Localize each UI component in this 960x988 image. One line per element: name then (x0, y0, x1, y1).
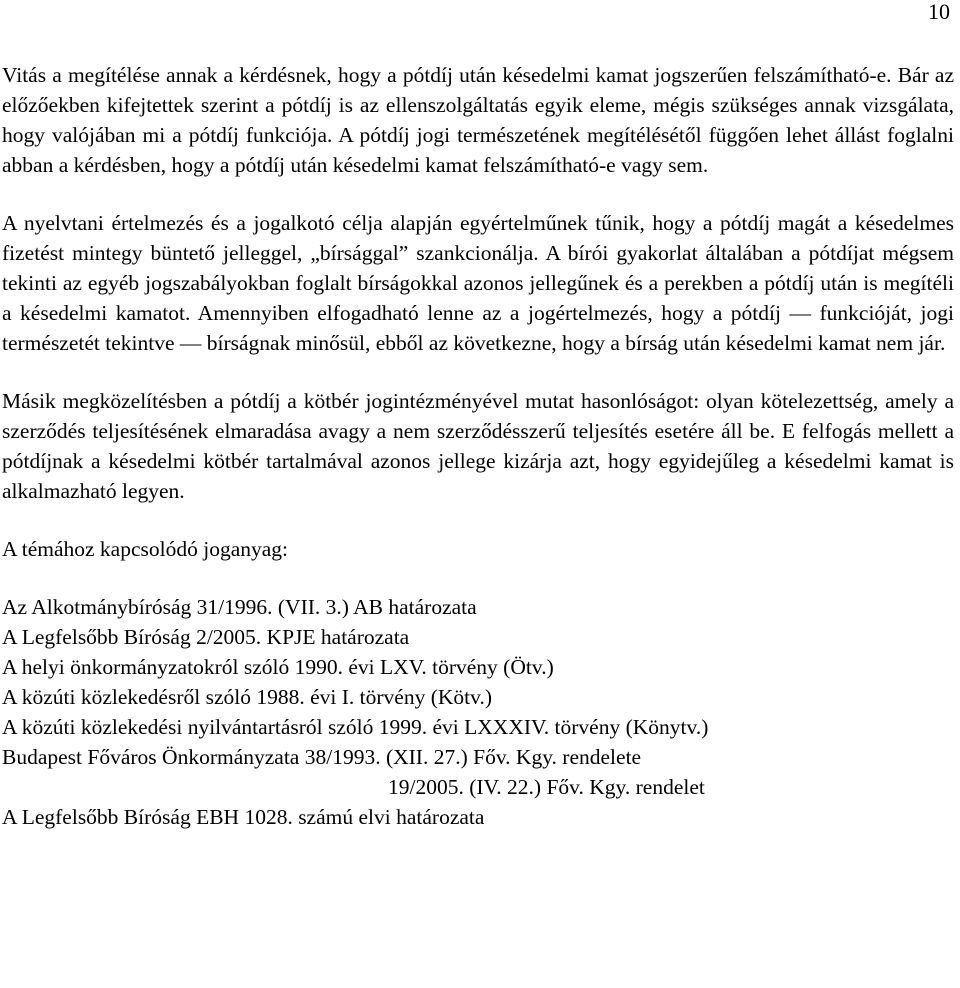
reference-item: 19/2005. (IV. 22.) Főv. Kgy. rendelet (388, 775, 705, 799)
reference-item: A közúti közlekedési nyilvántartásról szóló 1999. évi LXXXIV. törvény (Könytv.) (2, 715, 709, 739)
references-title: A témához kapcsolódó joganyag: (2, 537, 288, 561)
reference-item: A közúti közlekedésről szóló 1988. évi I. törvény (Kötv.) (2, 685, 493, 709)
paragraph-2: A nyelvtani értelmezés és a jogalkotó célja alapján egyértelműnek tűnik, hogy a pótdíj magát a késedelmes fizetést mintegy büntető jelleggel, „bírsággal” szankcionálja. A bírói gyakorlat általában a pótdíjat mégsem tekinti az egyéb jogszabályokban foglalt bírságokkal azonos jellegűnek és a perekben a pótdíj után is megítéli a késedelmi kamatot. Amennyiben elfogadható lenne az a jogértelmezés, hogy a pótdíj — funkcióját, jogi természetét tekintve — bírságnak minősül, ebből az következne, hogy a bírság után késedelmi kamat nem jár. (2, 211, 954, 355)
reference-item: Budapest Főváros Önkormányzata 38/1993. (XII. 27.) Főv. Kgy. rendelete (2, 745, 642, 769)
references-list (2, 592, 954, 832)
reference-item: A helyi önkormányzatokról szóló 1990. évi LXV. törvény (Ötv.) (2, 655, 554, 679)
reference-item: A Legfelsőbb Bíróság EBH 1028. számú elvi határozata (2, 805, 485, 829)
document-body (2, 60, 954, 832)
paragraph-3: Másik megközelítésben a pótdíj a kötbér jogintézményével mutat hasonlóságot: olyan kötelezettség, amely a szerződés teljesítésének elmaradása avagy a nem szerződésszerű teljesítés esetére áll be. E felfogás mellett a pótdíjnak a késedelmi kötbér tartalmával azonos jellege kizárja azt, hogy egyidejűleg a késedelmi kamat is alkalmazható legyen. (2, 389, 954, 503)
reference-item: A Legfelsőbb Bíróság 2/2005. KPJE határozata (2, 625, 410, 649)
paragraph-1: Vitás a megítélése annak a kérdésnek, hogy a pótdíj után késedelmi kamat jogszerűen felszámítható-e. Bár az előzőekben kifejtettek szerint a pótdíj is az ellenszolgáltatás egyik eleme, mégis szükséges annak vizsgálata, hogy valójában mi a pótdíj funkciója. A pótdíj jogi természetének megítélésétől függően lehet állást foglalni abban a kérdésben, hogy a pótdíj után késedelmi kamat felszámítható-e vagy sem. (2, 63, 954, 177)
page-number: 10 (928, 0, 950, 24)
reference-item: Az Alkotmánybíróság 31/1996. (VII. 3.) AB határozata (2, 595, 477, 619)
